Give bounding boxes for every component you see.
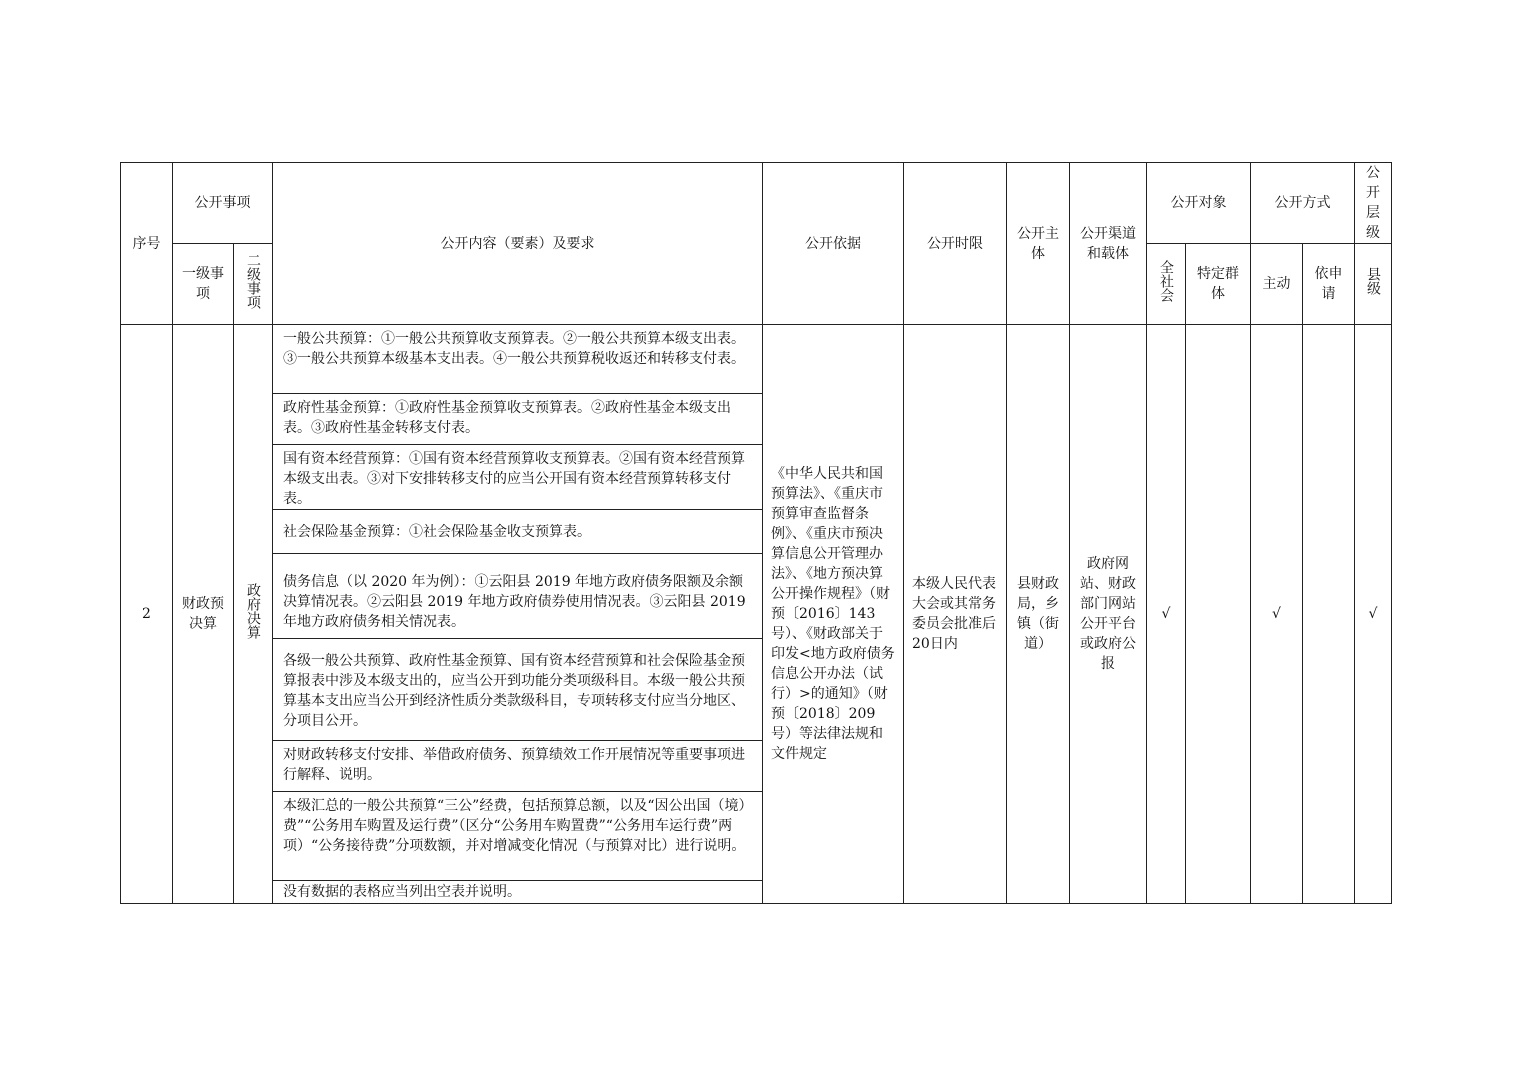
row-channel: 政府网站、财政部门网站公开平台或政府公报 (1070, 325, 1147, 904)
header-subject: 公开主体 (1007, 163, 1070, 325)
header-time: 公开时限 (904, 163, 1007, 325)
header-level2: 二级事项 (245, 253, 261, 309)
disclosure-table (120, 162, 1392, 904)
header-basis: 公开依据 (763, 163, 904, 325)
row-level2-cell (234, 325, 273, 904)
header-level1: 一级事项 (173, 244, 234, 325)
content-item-empty-tables: 没有数据的表格应当列出空表并说明。 (283, 884, 521, 900)
header-content: 公开内容（要素）及要求 (273, 163, 763, 325)
row-target-all: √ (1147, 325, 1186, 904)
content-item-social-insurance: 社会保险基金预算：①社会保险基金收支预算表。 (273, 510, 762, 554)
content-item-explanation: 对财政转移支付安排、举借政府债务、预算绩效工作开展情况等重要事项进行解释、说明。 (273, 741, 762, 792)
row-basis: 《中华人民共和国预算法》、《重庆市预算审查监督条例》、《重庆市预决算信息公开管理办法》、《地方预决算公开操作规程》（财预〔2016〕143号）、《财政部关于印发<地方政府债务信息公开办法（试行）>的通知》（财预〔2018〕209 号）等法律法规和文件规定 (763, 325, 904, 904)
header-method-apply: 依申请 (1303, 244, 1355, 325)
header-target-group: 特定群体 (1186, 244, 1251, 325)
content-item-fund-budget: 政府性基金预算：①政府性基金预算收支预算表。②政府性基金本级支出表。③政府性基金转移支付表。 (273, 394, 762, 445)
row-subject: 县财政局，乡镇（街道） (1007, 325, 1070, 904)
content-item-debt-info: 债务信息（以 2020 年为例）：①云阳县 2019 年地方政府债务限额及余额决算情况表。②云阳县 2019 年地方政府债券使用情况表。③云阳县 2019 年地方政府债务相关情况表。 (273, 554, 762, 639)
row-level1: 财政预决算 (173, 325, 234, 904)
row-seq: 2 (121, 325, 173, 904)
header-layer-county-cell (1355, 244, 1392, 325)
header-level2-cell (234, 244, 273, 325)
row-layer-county: √ (1355, 325, 1392, 904)
table-row (121, 325, 1392, 904)
content-item-state-capital: 国有资本经营预算：①国有资本经营预算收支预算表。②国有资本经营预算本级支出表。③对下安排转移支付的应当公开国有资本经营预算转移支付表。 (273, 445, 762, 510)
header-seq: 序号 (121, 163, 173, 325)
row-method-active: √ (1251, 325, 1303, 904)
content-item-classification: 各级一般公共预算、政府性基金预算、国有资本经营预算和社会保险基金预算报表中涉及本级支出的，应当公开到功能分类项级科目。本级一般公共预算基本支出应当公开到经济性质分类款级科目，专项转移支付应当分地区、分项目公开。 (273, 639, 762, 741)
content-item-three-public: 本级汇总的一般公共预算“三公”经费，包括预算总额，以及“因公出国（境）费”“公务用车购置及运行费”（区分“公务用车购置费”“公务用车运行费”两项）“公务接待费”分项数额，并对增减变化情况（与预算对比）进行说明。 (273, 792, 762, 881)
row-target-group (1186, 325, 1251, 904)
header-row-1 (121, 163, 1392, 244)
row-method-apply (1303, 325, 1355, 904)
row-time: 本级人民代表大会或其常务委员会批准后 20日内 (904, 325, 1007, 904)
content-item-general-budget: 一般公共预算：①一般公共预算收支预算表。②一般公共预算本级支出表。③一般公共预算本级基本支出表。④一般公共预算税收返还和转移支付表。 (273, 325, 762, 394)
header-method: 公开方式 (1251, 163, 1355, 244)
header-layer-county: 县级 (1365, 267, 1381, 295)
header-channel: 公开渠道和载体 (1070, 163, 1147, 325)
header-items: 公开事项 (173, 163, 273, 244)
header-method-active: 主动 (1251, 244, 1303, 325)
header-target: 公开对象 (1147, 163, 1251, 244)
header-target-all: 全社会 (1158, 260, 1174, 302)
row-content (273, 325, 763, 904)
header-target-all-cell (1147, 244, 1186, 325)
row-level2: 政府决算 (245, 583, 261, 639)
header-layer: 公开层级 (1355, 163, 1392, 244)
